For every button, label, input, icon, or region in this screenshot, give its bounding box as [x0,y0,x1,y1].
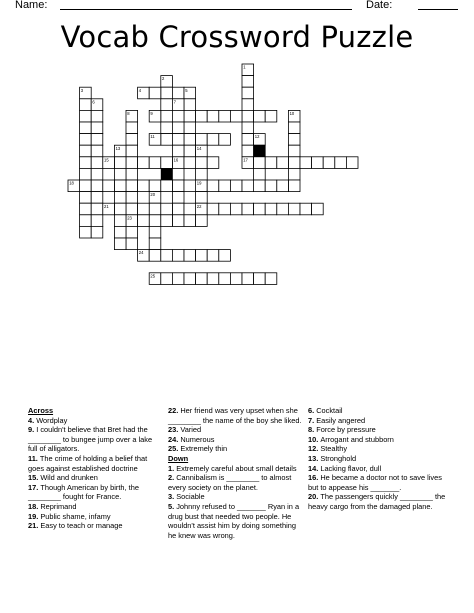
grid-cell[interactable] [126,238,138,250]
clue-number-label: 20 [150,192,156,198]
clue-number: 5. [168,501,177,511]
clue-number: 25. [168,444,181,454]
grid-cell[interactable] [219,273,231,285]
grid-cell[interactable] [80,122,92,134]
clue-number-label: 19 [196,180,202,186]
grid-cell[interactable] [149,226,161,238]
grid-cell[interactable] [288,145,300,157]
clue-text: Easy to teach or manage [40,521,123,531]
clue-item [308,444,448,454]
clue-number-label: 1 [243,64,246,70]
clue-text: Extremely thin [180,444,228,454]
grid-cell[interactable] [80,168,92,180]
clue-text: Her friend was very upset when she ________ the name of the boy she liked. [168,406,302,425]
clue-item [308,454,448,464]
grid-cell[interactable] [91,192,103,204]
grid-cell[interactable] [277,203,289,215]
grid-cell[interactable] [242,122,254,134]
clue-number: 18. [28,501,41,511]
grid-cell[interactable] [172,192,184,204]
clue-text: Stronghold [320,453,357,463]
clue-item [28,454,162,473]
grid-cell[interactable] [91,122,103,134]
clue-text: Cannibalism is ________ to almost every society on the planet. [168,473,292,492]
clue-number: 21. [28,521,41,531]
clues-column-2 [168,406,302,540]
grid-cell[interactable] [184,273,196,285]
grid-cell[interactable] [184,203,196,215]
clue-item [28,521,162,531]
grid-cell[interactable] [230,273,242,285]
clue-text: Public shame, infamy [40,511,111,521]
grid-cell[interactable] [161,87,173,99]
grid-cell[interactable] [196,250,208,262]
grid-cell[interactable] [149,87,161,99]
clue-text: Force by pressure [316,425,376,435]
clue-number-label: 24 [138,250,144,256]
clue-number: 10. [308,434,321,444]
grid-cell[interactable] [91,215,103,227]
grid-cell[interactable] [91,180,103,192]
grid-cell[interactable] [114,157,126,169]
grid-cell[interactable] [196,215,208,227]
grid-cell[interactable] [184,122,196,134]
clue-item [168,406,302,425]
grid-cell[interactable] [312,203,324,215]
grid-cell[interactable] [184,110,196,122]
clue-item [168,492,302,502]
clue-number: 1. [168,463,177,473]
page-title: Vocab Crossword Puzzle [60,20,414,54]
grid-cell[interactable] [184,145,196,157]
grid-cell[interactable] [91,203,103,215]
grid-cell[interactable] [126,157,138,169]
grid-cell[interactable] [242,87,254,99]
grid-cell[interactable] [114,180,126,192]
grid-cell[interactable] [172,122,184,134]
clue-item [308,492,448,511]
clue-number-label: 9 [150,111,153,116]
clue-number: 14. [308,463,321,473]
clue-item [168,425,302,435]
clue-text: Though American by birth, the ________ fought for France. [28,482,139,502]
grid-cell[interactable] [196,168,208,180]
grid-cell[interactable] [288,157,300,169]
clue-text: Wild and drunken [40,473,98,483]
grid-cell[interactable] [254,110,266,122]
grid-cell[interactable] [161,134,173,146]
grid-cell[interactable] [149,238,161,250]
grid-cell[interactable] [149,180,161,192]
grid-cell[interactable] [114,203,126,215]
grid-cell[interactable] [207,273,219,285]
grid-cell[interactable] [323,157,335,169]
grid-cell[interactable] [207,250,219,262]
clue-number-label: 18 [69,180,74,186]
grid-cell[interactable] [172,250,184,262]
grid-cell[interactable] [219,110,231,122]
clue-number: 19. [28,511,41,521]
grid-cell[interactable] [161,250,173,262]
grid-cell[interactable] [184,99,196,111]
clue-item [308,464,448,474]
grid-cell[interactable] [312,157,324,169]
clue-text: Numerous [180,434,215,444]
grid-cell[interactable] [91,226,103,238]
grid-cell[interactable] [335,157,347,169]
clue-number: 15. [28,473,41,483]
grid-cell[interactable] [126,203,138,215]
grid-cell[interactable] [196,192,208,204]
grid-cell[interactable] [126,134,138,146]
grid-cell[interactable] [91,157,103,169]
grid-cell[interactable] [161,273,173,285]
grid-cell[interactable] [138,215,150,227]
grid-cell[interactable] [80,203,92,215]
grid-cell[interactable] [196,157,208,169]
clue-number-label: 6 [92,99,95,105]
grid-cell[interactable] [149,250,161,262]
clue-number: 13. [308,453,321,463]
clue-item [28,473,162,483]
clue-item [168,444,302,454]
grid-cell[interactable] [265,157,277,169]
grid-cell[interactable] [149,215,161,227]
grid-cell[interactable] [172,215,184,227]
grid-cell[interactable] [172,145,184,157]
clue-text: Lacking flavor, dull [320,463,382,473]
clue-item [168,435,302,445]
grid-cell[interactable] [288,180,300,192]
grid-cell[interactable] [254,157,266,169]
grid-cell[interactable] [80,134,92,146]
grid-cell[interactable] [288,203,300,215]
grid-cell[interactable] [80,215,92,227]
clue-item [308,416,448,426]
clue-number: 6. [308,406,317,415]
grid-cell[interactable] [300,157,312,169]
grid-cell[interactable] [80,180,92,192]
grid-cell[interactable] [184,215,196,227]
clue-number: 2. [168,473,177,483]
grid-cell[interactable] [172,134,184,146]
clue-number-label: 8 [127,111,130,116]
clue-item [308,435,448,445]
clues-column-3 [308,406,448,512]
grid-cell[interactable] [172,110,184,122]
grid-cell[interactable] [114,168,126,180]
grid-cell[interactable] [196,110,208,122]
grid-cell[interactable] [207,180,219,192]
grid-cell[interactable] [207,203,219,215]
grid-cell[interactable] [230,180,242,192]
clue-text: Sociable [176,492,205,502]
grid-cell[interactable] [219,180,231,192]
grid-cell[interactable] [149,203,161,215]
grid-cell[interactable] [161,180,173,192]
clue-number-label: 16 [173,157,179,163]
black-square [254,145,266,157]
grid-cell[interactable] [91,145,103,157]
clue-item [308,473,448,492]
clue-item [308,425,448,435]
name-label: Name: [15,0,48,11]
clue-number: 20. [308,492,321,502]
grid-cell[interactable] [80,226,92,238]
grid-cell[interactable] [277,180,289,192]
across-heading: Across [28,406,54,415]
clue-text: The crime of holding a belief that goes against established doctrine [28,453,148,473]
grid-cell[interactable] [138,157,150,169]
grid-cell[interactable] [114,226,126,238]
clue-number-label: 7 [173,99,176,105]
grid-cell[interactable] [114,192,126,204]
grid-cell[interactable] [161,157,173,169]
grid-cell[interactable] [114,215,126,227]
grid-cell[interactable] [126,168,138,180]
grid-cell[interactable] [288,168,300,180]
grid-cell[interactable] [242,99,254,111]
clue-number: 16. [308,473,321,483]
grid-cell[interactable] [138,180,150,192]
grid-cell[interactable] [80,192,92,204]
clue-number-label: 10 [289,111,295,116]
clue-text: I couldn't believe that Bret had the ________ to bungee jump over a lake full of alligators. [28,425,153,454]
grid-cell[interactable] [184,250,196,262]
clue-text: Stealthy [320,444,348,454]
clue-item [168,464,302,474]
grid-cell[interactable] [254,273,266,285]
clue-text: Extremely careful about small details [176,463,297,473]
clue-number-label: 21 [104,203,109,209]
clue-item [28,512,162,522]
grid-cell[interactable] [207,110,219,122]
clue-number: 11. [28,453,40,463]
clue-item [168,473,302,492]
clue-number: 3. [168,492,177,502]
clue-number: 12. [308,444,321,454]
grid-cell[interactable] [172,203,184,215]
grid-cell[interactable] [219,250,231,262]
grid-cell[interactable] [242,273,254,285]
grid-cell[interactable] [265,110,277,122]
grid-cell[interactable] [288,122,300,134]
grid-cell[interactable] [149,157,161,169]
grid-cell[interactable] [288,134,300,146]
clue-number-label: 14 [196,145,202,151]
date-label: Date: [366,0,393,11]
clue-number-label: 4 [138,87,142,93]
grid-cell[interactable] [346,157,358,169]
clue-number-label: 22 [196,203,202,209]
grid-cell[interactable] [126,226,138,238]
grid-cell[interactable] [126,180,138,192]
clue-text: Reprimand [40,501,77,511]
grid-cell[interactable] [172,273,184,285]
clue-number: 8. [308,425,317,435]
grid-cell[interactable] [265,203,277,215]
clue-number: 9. [28,425,37,435]
clue-number: 22. [168,406,181,415]
clue-text: Arrogant and stubborn [320,434,394,444]
clue-number: 23. [168,425,181,435]
grid-cell[interactable] [242,134,254,146]
grid-cell[interactable] [80,157,92,169]
grid-cell[interactable] [242,76,254,88]
clue-text: Cocktail [316,406,343,415]
grid-cell[interactable] [126,145,138,157]
clue-number-label: 12 [254,134,260,140]
clue-number-label: 3 [80,87,84,93]
clue-text: Easily angered [316,415,366,425]
clue-text: The passengers quickly ________ the heavy cargo from the damaged plane. [308,492,446,511]
grid-cell[interactable] [230,203,242,215]
clue-number-label: 25 [150,273,156,279]
grid-cell[interactable] [242,145,254,157]
clue-number: 17. [28,482,41,492]
grid-cell[interactable] [172,87,184,99]
grid-cell[interactable] [161,110,173,122]
grid-cell[interactable] [265,180,277,192]
clue-text: Johnny refused to _______ Ryan in a drug bust that needed two people. He wouldn't assist him by doing something he knew was wrong. [168,501,300,540]
clue-text: Varied [180,425,202,435]
clue-item [308,406,448,416]
grid-cell[interactable] [265,273,277,285]
clue-item [28,483,162,502]
clue-item [168,502,302,540]
grid-cell[interactable] [126,122,138,134]
clue-item [28,425,162,454]
grid-cell[interactable] [114,238,126,250]
grid-cell[interactable] [196,273,208,285]
clue-number-label: 13 [115,145,121,151]
clue-number-label: 5 [185,87,188,93]
black-square [161,168,173,180]
clue-number: 24. [168,434,181,444]
grid-cell[interactable] [300,203,312,215]
down-heading: Down [168,453,189,463]
grid-cell[interactable] [254,180,266,192]
grid-cell[interactable] [161,122,173,134]
grid-cell[interactable] [184,180,196,192]
grid-cell[interactable] [172,168,184,180]
grid-cell[interactable] [219,203,231,215]
grid-cell[interactable] [184,134,196,146]
grid-cell[interactable] [242,180,254,192]
clue-text: Wordplay [36,415,68,425]
clue-number: 4. [28,415,37,425]
grid-cell[interactable] [196,134,208,146]
grid-cell[interactable] [161,99,173,111]
grid-cell[interactable] [91,134,103,146]
clue-number: 7. [308,415,317,425]
clue-number-label: 17 [243,157,248,163]
grid-cell[interactable] [207,157,219,169]
grid-cell[interactable] [80,110,92,122]
grid-cell[interactable] [138,203,150,215]
clue-item [28,416,162,426]
grid-cell[interactable] [277,157,289,169]
clue-number-label: 2 [162,76,165,82]
grid-cell[interactable] [184,157,196,169]
grid-cell[interactable] [80,99,92,111]
grid-cell[interactable] [172,180,184,192]
grid-cell[interactable] [91,168,103,180]
grid-cell[interactable] [161,203,173,215]
grid-cell[interactable] [242,110,254,122]
grid-cell[interactable] [242,203,254,215]
grid-cell[interactable] [161,215,173,227]
clue-number-label: 11 [150,134,155,140]
grid-cell[interactable] [91,110,103,122]
grid-cell[interactable] [207,134,219,146]
grid-cell[interactable] [126,192,138,204]
grid-cell[interactable] [80,145,92,157]
clue-text: He became a doctor not to save lives but to appease his _______. [308,473,442,492]
grid-cell[interactable] [254,203,266,215]
clues-column-1 [28,406,162,531]
grid-cell[interactable] [103,180,115,192]
clue-item [28,502,162,512]
grid-cell[interactable] [230,110,242,122]
grid-cell[interactable] [219,134,231,146]
grid-cell[interactable] [254,168,266,180]
clue-number-label: 15 [104,157,109,163]
clue-number-label: 23 [127,215,132,221]
